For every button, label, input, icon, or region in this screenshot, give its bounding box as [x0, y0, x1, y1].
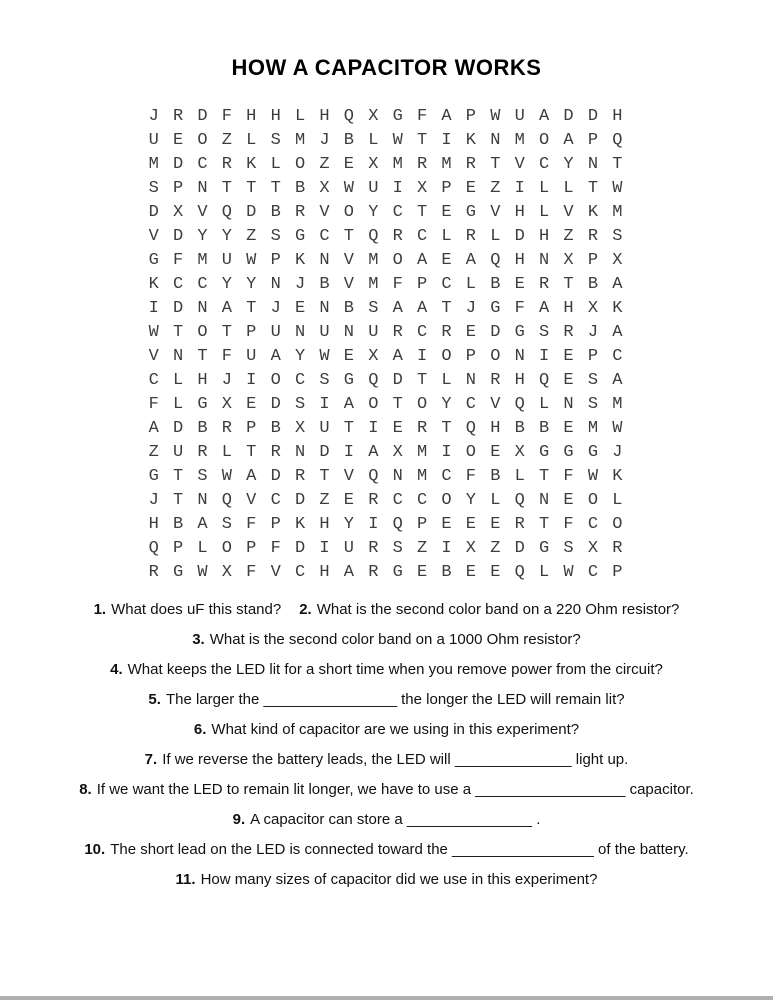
question-4-number: 4.: [110, 661, 123, 678]
question-5: [148, 691, 624, 708]
question-11: [176, 871, 598, 888]
question-4: [110, 661, 663, 678]
question-10-text: The short lead on the LED is connected toward the _________________ of the battery.: [110, 841, 689, 858]
grid-row-15: Z U R L T R N D I A X M I O E X G G G J: [148, 443, 625, 462]
grid-row-8: K C C Y Y N J B V M F P C L B E R T B A: [148, 275, 625, 294]
grid-row-17: J T N Q V C D Z E R C C O Y L Q N E O L: [148, 491, 625, 510]
question-6: [194, 721, 579, 738]
question-1: [94, 601, 282, 618]
question-7-number: 7.: [144, 751, 158, 768]
question-4-text: What keeps the LED lit for a short time when you remove power from the circuit?: [127, 661, 663, 678]
question-5-text: The larger the ________________ the longer the LED will remain lit?: [165, 691, 625, 708]
grid-row-1: J R D F H H L H Q X G F A P W U A D D H: [148, 107, 625, 126]
question-3-text: What is the second color band on a 1000 Ohm resistor?: [209, 631, 581, 648]
question-6-text: What kind of capacitor are we using in this experiment?: [211, 721, 580, 738]
question-line-1: [0, 601, 773, 618]
question-6-number: 6.: [193, 721, 207, 738]
question-9-number: 9.: [232, 811, 246, 828]
question-11-text: How many sizes of capacitor did we use in this experiment?: [200, 871, 598, 888]
question-2: [299, 601, 679, 618]
page-title: HOW A CAPACITOR WORKS: [231, 55, 542, 80]
grid-row-19: Q P L O P F D I U R S Z I X Z D G S X R: [148, 539, 625, 558]
question-line-4: [0, 691, 773, 708]
question-1-number: 1.: [93, 601, 107, 618]
question-8: [79, 781, 694, 798]
question-9: [233, 811, 541, 828]
grid-row-3: M D C R K L O Z E X M R M R T V C Y N T: [148, 155, 625, 174]
question-3: [192, 631, 581, 648]
grid-row-6: V D Y Y Z S G C T Q R C L R L D H Z R S: [148, 227, 625, 246]
grid-row-5: D X V Q D B R V O Y C T E G V H L V K M: [148, 203, 625, 222]
questions-section: [0, 601, 773, 888]
question-2-text: What is the second color band on a 220 Ohm resistor?: [316, 601, 680, 618]
question-line-9: [0, 841, 773, 858]
grid-row-16: G T S W A D R T V Q N M C F B L T F W K: [148, 467, 625, 486]
word-search-grid: [0, 105, 773, 585]
question-line-7: [0, 781, 773, 798]
question-line-6: [0, 751, 773, 768]
grid-row-4: S P N T T T B X W U I X P E Z I L L T W: [148, 179, 625, 198]
grid-row-7: G F M U W P K N V M O A E A Q H N X P X: [148, 251, 625, 270]
grid-row-10: W T O T P U N U N U R C R E D G S R J A: [148, 323, 625, 342]
grid-row-9: I D N A T J E N B S A A T J G F A H X K: [148, 299, 625, 318]
grid-row-13: F L G X E D S I A O T O Y C V Q L N S M: [148, 395, 625, 414]
question-8-text: If we want the LED to remain lit longer, we have to use a __________________ capacitor.: [96, 781, 694, 798]
grid-row-2: U E O Z L S M J B L W T I K N M O A P Q: [148, 131, 625, 150]
question-9-text: A capacitor can store a _______________ .: [250, 811, 541, 828]
grid-row-11: V N T F U A Y W E X A I O P O N I E P C: [148, 347, 625, 366]
question-1-text: What does uF this stand?: [111, 601, 282, 618]
question-7: [145, 751, 629, 768]
grid-row-12: C L H J I O C S G Q D T L N R H Q E S A: [148, 371, 625, 390]
page-bottom-edge: [0, 996, 773, 1000]
question-3-number: 3.: [192, 631, 205, 648]
question-line-2: [0, 631, 773, 648]
question-7-text: If we reverse the battery leads, the LED will ______________ light up.: [162, 751, 629, 768]
question-11-number: 11.: [175, 871, 196, 888]
question-line-8: [0, 811, 773, 828]
question-5-number: 5.: [148, 691, 161, 708]
question-8-number: 8.: [79, 781, 92, 798]
question-10-number: 10.: [84, 841, 106, 858]
question-10: [84, 841, 688, 858]
question-line-10: [0, 871, 773, 888]
grid-row-14: A D B R P B X U T I E R T Q H B B E M W: [148, 419, 625, 438]
question-line-3: [0, 661, 773, 678]
grid-row-18: H B A S F P K H Y I Q P E E E R T F C O: [148, 515, 625, 534]
question-2-number: 2.: [299, 601, 312, 618]
question-line-5: [0, 721, 773, 738]
grid-row-20: R G W X F V C H A R G E B E E Q L W C P: [148, 563, 625, 582]
